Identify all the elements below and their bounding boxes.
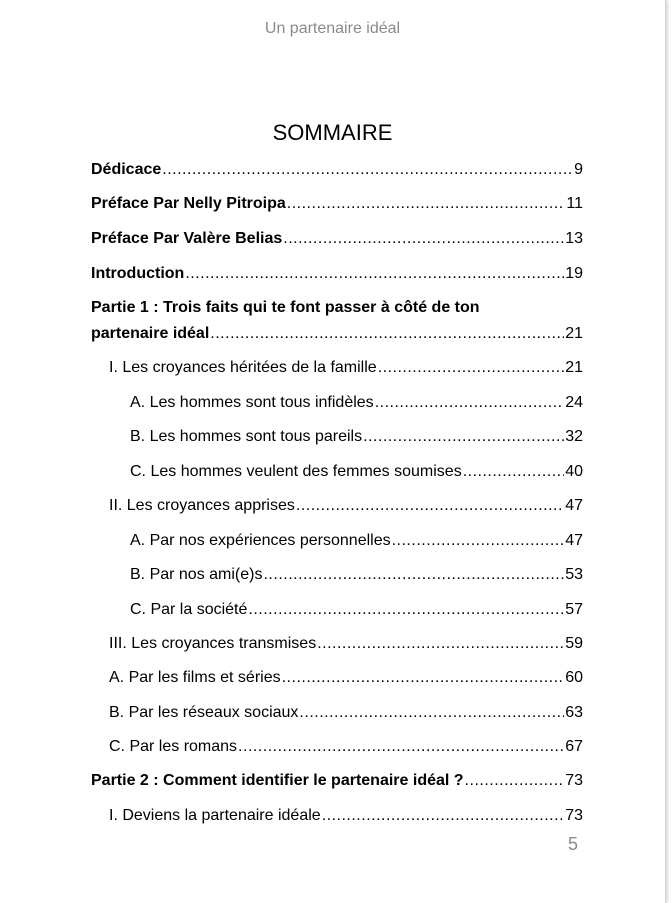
toc-entry-page: 73 [565,807,583,824]
running-header: Un partenaire idéal [264,20,401,37]
toc-entry-label: C. Les hommes veulent des femmes soumises [130,463,462,480]
toc-entry-croyances-transmises[interactable] [109,634,583,654]
toc-entry-page: 32 [565,428,583,445]
toc-entry-societe[interactable] [130,600,583,620]
dot-leader [162,160,573,180]
toc-entry-label: partenaire idéal [91,325,210,342]
toc-entry-partie2[interactable] [91,771,583,791]
toc-entry-preface-nelly[interactable] [91,194,583,214]
toc-entry-pareils[interactable] [130,427,583,447]
toc-entry-page: 21 [565,359,583,376]
dot-leader [248,600,564,620]
toc-entry-partie1[interactable] [91,324,583,344]
dot-leader [283,229,564,249]
dot-leader [210,324,564,344]
toc-title: SOMMAIRE [272,120,393,145]
toc-entry-introduction[interactable] [91,264,583,284]
toc-entry-amis[interactable] [130,565,583,585]
toc-entry-partie1-line1[interactable]: Partie 1 : Trois faits qui te font passer à côté de ton [91,299,480,316]
toc-entry-page: 60 [565,669,583,686]
toc-entry-page: 67 [565,738,583,755]
toc-entry-label: Préface Par Valère Belias [91,230,283,247]
toc-entry-page: 57 [565,601,583,618]
toc-entry-label: A. Les hommes sont tous infidèles [130,394,374,411]
toc-entry-page: 21 [565,325,583,342]
toc-entry-label: II. Les croyances apprises [109,497,295,514]
toc-entry-croyances-apprises[interactable] [109,496,583,516]
toc-entry-label: Préface Par Nelly Pitroipa [91,195,286,212]
toc-entry-page: 63 [565,704,583,721]
toc-entry-infideles[interactable] [130,393,583,413]
dot-leader [463,462,565,482]
toc-entry-soumises[interactable] [130,462,583,482]
toc-entry-label: I. Les croyances héritées de la famille [109,359,377,376]
toc-entry-label: B. Par nos ami(e)s [130,566,263,583]
toc-entry-label: Dédicace [91,161,162,178]
dot-leader [185,264,564,284]
toc-entry-reseaux[interactable] [109,703,583,723]
toc-entry-partenaire-ideale[interactable] [109,806,583,826]
toc-entry-page: 47 [565,497,583,514]
toc-entry-page: 40 [565,463,583,480]
dot-leader [296,496,564,516]
toc-entry-croyances-heritees[interactable] [109,358,583,378]
dot-leader [317,634,564,654]
toc-entry-label: A. Par les films et séries [109,669,281,686]
dot-leader [287,194,566,214]
toc-entry-page: 19 [565,265,583,282]
toc-entry-label: Partie 2 : Comment identifier le partenaire idéal ? [91,772,464,789]
toc-entry-label: I. Deviens la partenaire idéale [109,807,321,824]
dot-leader [299,703,564,723]
toc-entry-preface-valere[interactable] [91,229,583,249]
toc-entry-films[interactable] [109,668,583,688]
dot-leader [363,427,564,447]
toc-entry-page: 9 [574,161,583,178]
toc-entry-romans[interactable] [109,737,583,757]
toc-entry-page: 47 [565,532,583,549]
dot-leader [238,737,564,757]
toc-entry-label: III. Les croyances transmises [109,635,317,652]
toc-entry-page: 53 [565,566,583,583]
toc-entry-page: 11 [566,195,583,212]
toc-entry-page: 24 [565,394,583,411]
dot-leader [322,806,565,826]
toc-entry-label: C. Par les romans [109,738,238,755]
toc-entry-dedicace[interactable] [91,160,583,180]
toc-entry-label: Introduction [91,265,185,282]
dot-leader [375,393,565,413]
dot-leader [465,771,565,791]
dot-leader [263,565,564,585]
toc-entry-label: B. Par les réseaux sociaux [109,704,299,721]
toc-entry-page: 73 [565,772,583,789]
toc-entry-label: C. Par la société [130,601,248,618]
toc-entry-page: 59 [565,635,583,652]
dot-leader [392,531,565,551]
toc-entry-label: A. Par nos expériences personnelles [130,532,391,549]
toc-entry-experiences[interactable] [130,531,583,551]
page-number: 5 [568,834,579,854]
toc-entry-label: B. Les hommes sont tous pareils [130,428,363,445]
dot-leader [378,358,565,378]
dot-leader [282,668,565,688]
toc-entry-page: 13 [565,230,583,247]
